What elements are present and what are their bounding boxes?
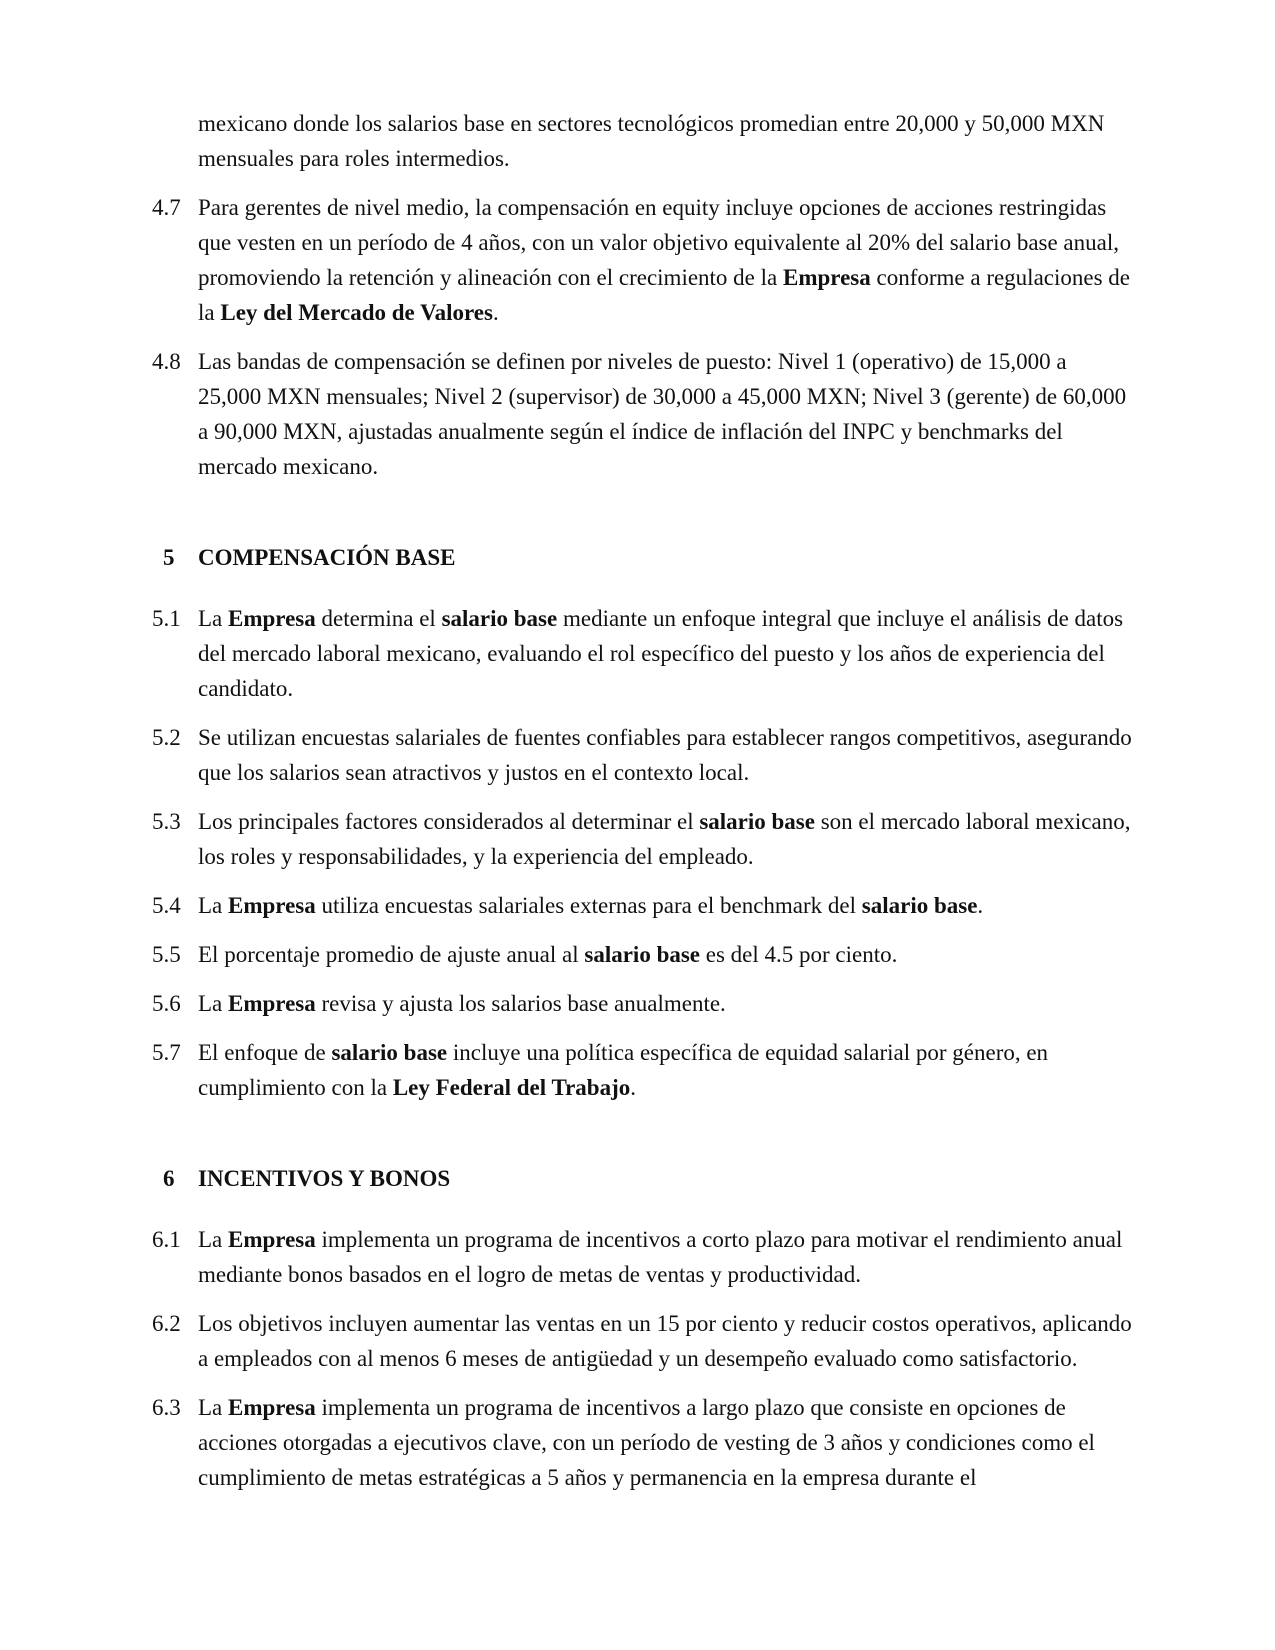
block-text [198,1390,1135,1495]
text-run-bold: salario base [699,809,815,834]
list-item [152,1390,1137,1495]
list-item [152,1035,1137,1105]
block-text [198,1035,1135,1105]
text-run: Los principales factores considerados al determinar el [198,809,700,834]
block-text [198,888,1135,923]
text-run: mediante un enfoque integral que incluye el análisis de datos del mercado laboral mexicano, evaluando el rol específico del puesto y los años de experiencia del candidato. [198,606,1124,701]
text-run: La [198,1395,229,1420]
text-run: . [492,300,499,325]
section-heading [152,1161,1137,1196]
text-run: La [198,606,229,631]
text-run: determina el [315,606,442,631]
section-heading [152,540,1137,575]
block-text [198,190,1135,330]
text-run: El porcentaje promedio de ajuste anual al [198,942,585,967]
block-text [198,804,1135,874]
text-run: Se utilizan encuestas salariales de fuentes confiables para establecer rangos competitivos, asegurando que los salarios sean atractivos y justos en el contexto local. [198,725,1132,785]
text-run-bold: salario base [584,942,701,967]
block-text [198,1306,1135,1376]
list-item [152,937,1137,972]
item-number: 5.2 [152,725,181,750]
section-number: 6 [163,1166,175,1191]
item-number: 5.3 [152,809,181,834]
text-run-bold: Empresa [228,1227,316,1252]
list-item [152,1222,1137,1292]
item-number: 6.2 [152,1311,181,1336]
list-item [152,986,1137,1021]
text-run: Los objetivos incluyen aumentar las ventas en un 15 por ciento y reducir costos operativos, aplicando a empleados con al menos 6 meses de antigüedad y un desempeño evaluado como satisfactorio. [198,1311,1132,1371]
text-run-bold: Empresa [782,265,871,290]
block-text [198,720,1135,790]
text-run-bold: Empresa [228,893,316,918]
section-number: 5 [163,545,175,570]
text-run: revisa y ajusta los salarios base anualmente. [315,991,726,1016]
list-item [152,804,1137,874]
item-number: 5.6 [152,991,181,1016]
text-run: son el mercado laboral mexicano, los roles y responsabilidades, y la experiencia del empleado. [198,809,1131,869]
text-run: . [630,1075,637,1100]
text-run: conforme a regulaciones de la [198,265,1131,325]
block-text [198,601,1135,706]
text-run: mexicano donde los salarios base en sectores tecnológicos promedian entre 20,000 y 50,000 MXN mensuales para roles intermedios. [198,111,1105,171]
item-number: 5.1 [152,606,181,631]
text-run-bold: Empresa [228,1395,316,1420]
document-body [152,106,1137,1495]
text-run-bold: Ley Federal del Trabajo [392,1075,631,1100]
section-title [198,540,1135,575]
text-run-bold: Ley del Mercado de Valores [220,300,493,325]
text-run: Para gerentes de nivel medio, la compensación en equity incluye opciones de acciones restringidas que vesten en un período de 4 años, con un valor objetivo equivalente al 20% del salario base anual, promoviendo la retención y alineación con el crecimiento de la [198,195,1119,290]
list-item [152,888,1137,923]
item-number: 6.1 [152,1227,181,1252]
block-text [198,937,1135,972]
list-item [152,601,1137,706]
text-run: es del 4.5 por ciento. [700,942,898,967]
text-run: implementa un programa de incentivos a corto plazo para motivar el rendimiento anual mediante bonos basados en el logro de metas de ventas y productividad. [198,1227,1123,1287]
list-item [152,190,1137,330]
list-item [152,720,1137,790]
block-text [198,986,1135,1021]
text-run: incluye una política específica de equidad salarial por género, en cumplimiento con la [198,1040,1049,1100]
text-run: La [198,991,229,1016]
text-run: Las bandas de compensación se definen por niveles de puesto: Nivel 1 (operativo) de 15,000 a 25,000 MXN mensuales; Nivel 2 (supervisor) de 30,000 a 45,000 MXN; Nivel 3 (gerente) de 60,000 a 90,000 MXN, ajustadas anualmente según el índice de inflación del INPC y benchmarks del mercado mexicano. [198,349,1127,479]
text-run: . [977,893,984,918]
item-number: 5.7 [152,1040,181,1065]
block-text [198,1222,1135,1292]
item-number: 5.4 [152,893,181,918]
text-run: utiliza encuestas salariales externas para el benchmark del [315,893,862,918]
list-item [152,1306,1137,1376]
text-run-bold: Empresa [228,991,316,1016]
text-run: La [198,1227,229,1252]
block-text [198,106,1135,176]
text-run: implementa un programa de incentivos a largo plazo que consiste en opciones de acciones otorgadas a ejecutivos clave, con un período de vesting de 3 años y condiciones como el cumplimiento de metas estratégicas a 5 años y permanencia en la empresa durante el [198,1395,1095,1490]
text-run: El enfoque de [198,1040,332,1065]
text-run-bold: salario base [441,606,558,631]
paragraph [152,106,1137,176]
item-number: 6.3 [152,1395,181,1420]
text-run-bold: salario base [331,1040,448,1065]
list-item [152,344,1137,484]
item-number: 5.5 [152,942,181,967]
text-run-bold: INCENTIVOS Y BONOS [198,1166,451,1191]
text-run-bold: salario base [861,893,978,918]
text-run-bold: Empresa [228,606,316,631]
section-title [198,1161,1135,1196]
block-text [198,344,1135,484]
item-number: 4.8 [152,349,181,374]
text-run-bold: COMPENSACIÓN BASE [198,545,456,570]
item-number: 4.7 [152,195,181,220]
text-run: La [198,893,229,918]
